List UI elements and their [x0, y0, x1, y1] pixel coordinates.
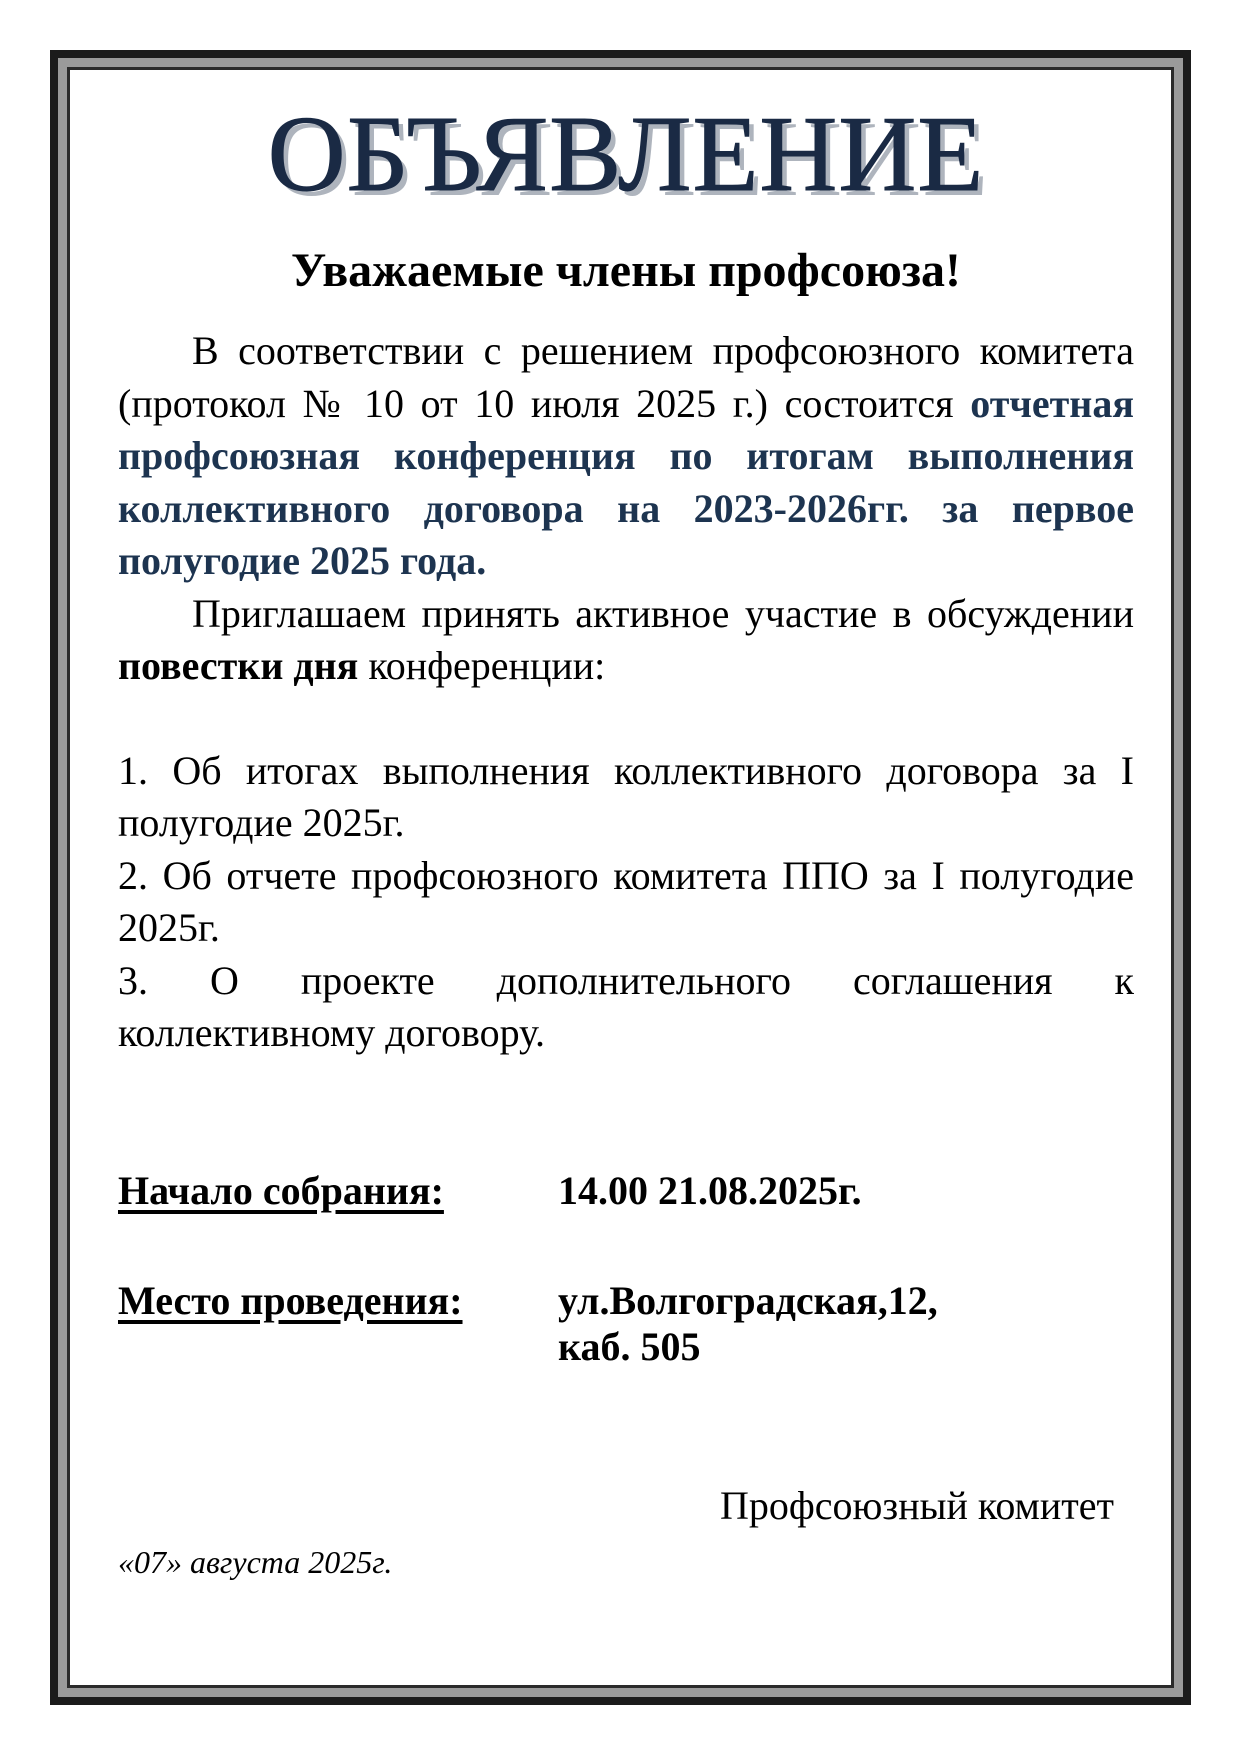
- meeting-place-row: [118, 1278, 1134, 1378]
- meeting-start-row: [118, 1168, 1134, 1218]
- meeting-place-address: ул.Волгоградская,12,: [558, 1278, 938, 1323]
- document-date: «07» августа 2025г.: [118, 1544, 393, 1580]
- meeting-place-value: [558, 1278, 1118, 1370]
- intro-paragraph: [118, 325, 1134, 588]
- signature: Профсоюзный комитет: [719, 1483, 1114, 1528]
- meeting-place-label: Место проведения:: [118, 1278, 463, 1323]
- meeting-start-value: 14.00 21.08.2025г.: [558, 1168, 862, 1213]
- meeting-start-label: Начало собрания:: [118, 1168, 444, 1213]
- conference-highlight: отчетная профсоюзная конференция по итогам выполнения коллективного договора на 2023-2026гг. за первое полугодие 2025 года.: [118, 380, 1134, 583]
- invitation-tail-text: конференции:: [358, 643, 606, 688]
- greeting-heading: Уважаемые члены профсоюза!: [290, 244, 962, 297]
- agenda-item: 2. Об отчете профсоюзного комитета ППО за I полугодие 2025г.: [118, 852, 1134, 950]
- invitation-lead-text: Приглашаем принять активное участие в обсуждении: [192, 590, 1134, 636]
- announcement-title: ОБЪЯВЛЕНИЕ: [267, 95, 985, 214]
- agenda-term: повестки дня: [118, 643, 359, 688]
- meeting-place-room: каб. 505: [558, 1324, 701, 1369]
- agenda-item: 3. О проекте дополнительного соглашения к коллективному договору.: [118, 957, 1134, 1055]
- invitation-paragraph: [118, 588, 1134, 693]
- announcement-content: [118, 95, 1134, 1580]
- intro-lead-text: В соответствии с решением профсоюзного комитета (протокол № 10 от 10 июля 2025 г.) состоится: [118, 328, 1134, 426]
- agenda-item: 1. Об итогах выполнения коллективного договора за I полугодие 2025г.: [118, 747, 1134, 845]
- agenda-list: [118, 745, 1134, 1060]
